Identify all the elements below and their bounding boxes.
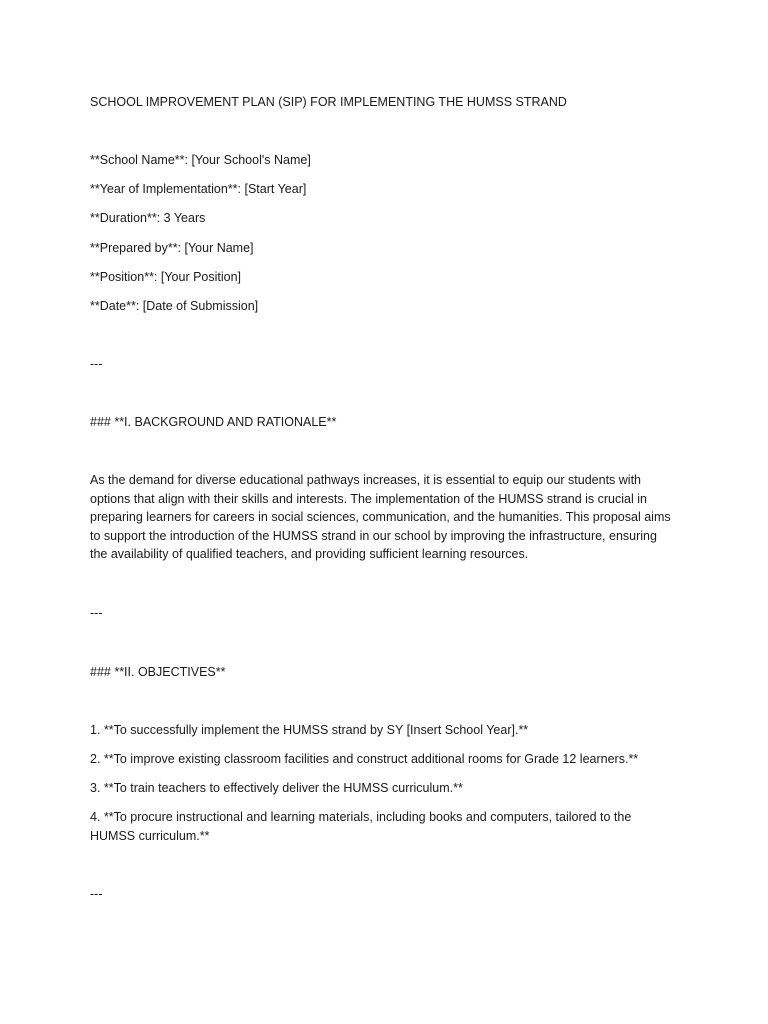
section-heading-background: ### **I. BACKGROUND AND RATIONALE** (90, 415, 337, 429)
background-paragraph (90, 471, 682, 564)
document-title: SCHOOL IMPROVEMENT PLAN (SIP) FOR IMPLEMENTING THE HUMSS STRAND (90, 95, 567, 109)
objective-item-3: 3. **To train teachers to effectively deliver the HUMSS curriculum.** (90, 781, 463, 795)
paragraph-line: the availability of qualified teachers, and providing sufficient learning resources. (90, 547, 529, 562)
position-field: **Position**: [Your Position] (90, 270, 242, 284)
paragraph-line: options that align with their skills and interests. The implementation of the HUMSS strand is crucial in (90, 491, 647, 506)
objective-item-4-continued: HUMSS curriculum.** (90, 829, 210, 843)
paragraph-line: As the demand for diverse educational pathways increases, it is essential to equip our students with (90, 473, 642, 487)
duration-field: **Duration**: 3 Years (90, 211, 206, 225)
prepared-by-field: **Prepared by**: [Your Name] (90, 241, 254, 255)
year-of-implementation-field: **Year of Implementation**: [Start Year] (90, 182, 307, 196)
objective-item-1: 1. **To successfully implement the HUMSS strand by SY [Insert School Year].** (90, 723, 529, 737)
school-name-field: **School Name**: [Your School's Name] (90, 153, 311, 167)
separator: --- (90, 357, 103, 371)
objective-item-2: 2. **To improve existing classroom facilities and construct additional rooms for Grade 12 learners.** (90, 752, 639, 766)
paragraph-line: to support the introduction of the HUMSS strand in our school by improving the infrastructure, ensuring (90, 528, 657, 543)
objective-item-4: 4. **To procure instructional and learning materials, including books and computers, tailored to the (90, 810, 632, 824)
separator: --- (90, 887, 103, 901)
section-heading-objectives: ### **II. OBJECTIVES** (90, 665, 226, 679)
date-field: **Date**: [Date of Submission] (90, 299, 259, 313)
paragraph-line: preparing learners for careers in social sciences, communication, and the humanities. This proposal aims (90, 510, 671, 525)
separator: --- (90, 606, 103, 620)
